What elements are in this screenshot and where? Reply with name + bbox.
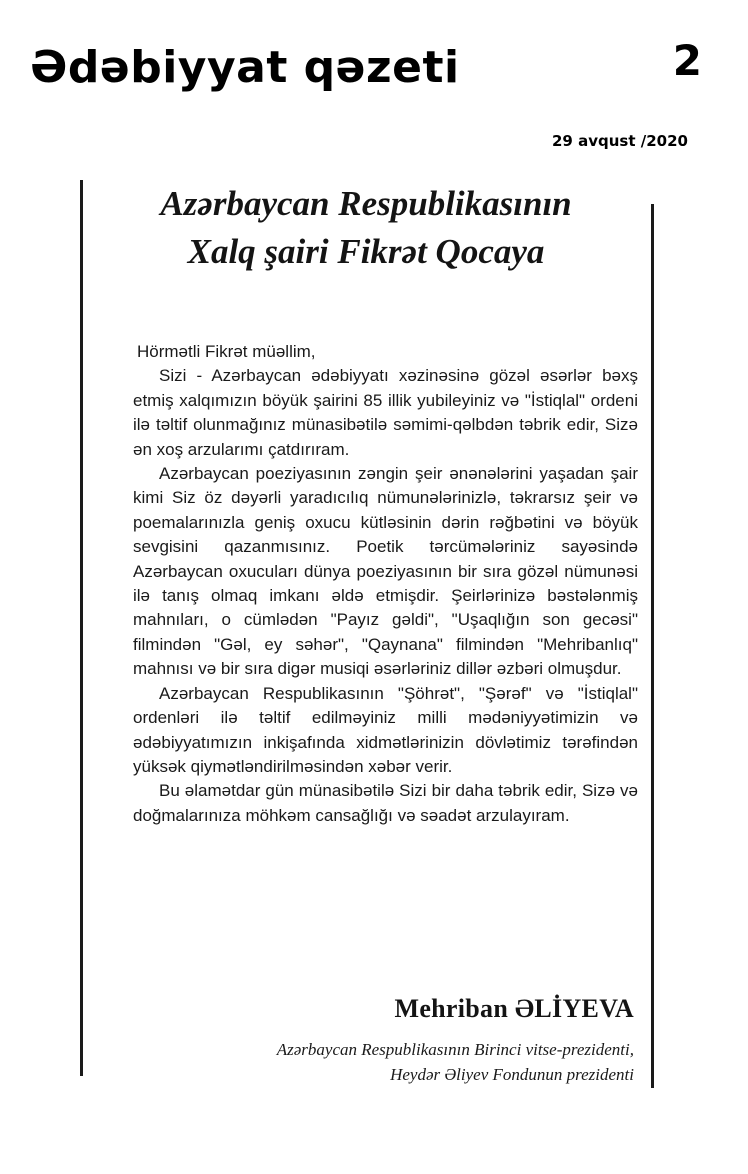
letter-paragraph: Sizi - Azərbaycan ədəbiyyatı xəzinəsinə gözəl əsərlər bəxş etmiş xalqımızın böyük şairini 85 illik yubileyiniz və "İstiqlal" ordeni ilə təltif olunmağınız münasibətilə səmimi-qəlbdən təbrik edir, Sizə ən xoş arzularımı çatdırıram. — [133, 366, 638, 459]
article-clipping — [80, 180, 654, 1088]
letter-body — [133, 340, 638, 828]
letter-paragraph: Azərbaycan Respublikasının "Şöhrət", "Şərəf" və "İstiqlal" ordenləri ilə təltif edilməyiniz milli mədəniyyətimizin və ədəbiyyatımızın inkişafında xidmətlərinizin dövlətimiz tərəfindən yüksək qiymətləndirilməsindən xəbər verir. — [133, 683, 638, 776]
letter-paragraph: Azərbaycan poeziyasının zəngin şeir ənənələrini yaşadan şair kimi Siz öz dəyərli yaradıcılıq nümunələrinizlə, təkrarsız şeir və poemalarınızla geniş oxucu kütləsinin dərin rəğbətini və böyük sevgisini qazanmısınız. Poetik tərcümələriniz sayəsində Azərbaycan oxucuları dünya poeziyasının bir sıra gözəl nümunəsi ilə tanış olmaq imkanı əldə etmişdir. Şeirlərinizə bəstələnmiş mahnıları, o cümlədən "Payız gəldi", "Uşaqlığın son gecəsi" filmindən "Gəl, ey səhər", "Qaynana" filmindən "Mehribanlıq" mahnısı və bir sıra digər musiqi əsərləriniz dillər əzbəri olmuşdur. — [133, 464, 638, 679]
issue-date: 29 avqust /2020 — [552, 132, 688, 150]
signature-title-line-2: Heydər Əliyev Fondunun prezidenti — [390, 1065, 634, 1084]
clipping-right-rule — [651, 204, 654, 1088]
clipping-left-rule — [80, 180, 83, 1076]
letter-salutation: Hörmətli Fikrət müəllim, — [137, 342, 316, 361]
signature-name: Mehriban ƏLİYEVA — [394, 994, 634, 1023]
letter-paragraph: Bu əlamətdar gün münasibətilə Sizi bir daha təbrik edir, Sizə və doğmalarınıza möhkəm cansağlığı və səadət arzulayıram. — [133, 781, 638, 825]
article-headline-line-2: Xalq şairi Fikrət Qocaya — [187, 232, 545, 271]
page-number: 2 — [672, 36, 702, 85]
publication-title: Ədəbiyyat qəzeti — [30, 42, 460, 93]
article-headline-line-1: Azərbaycan Respublikasının — [160, 184, 572, 223]
signature-title-line-1: Azərbaycan Respublikasının Birinci vitse-prezidenti, — [276, 1040, 634, 1059]
